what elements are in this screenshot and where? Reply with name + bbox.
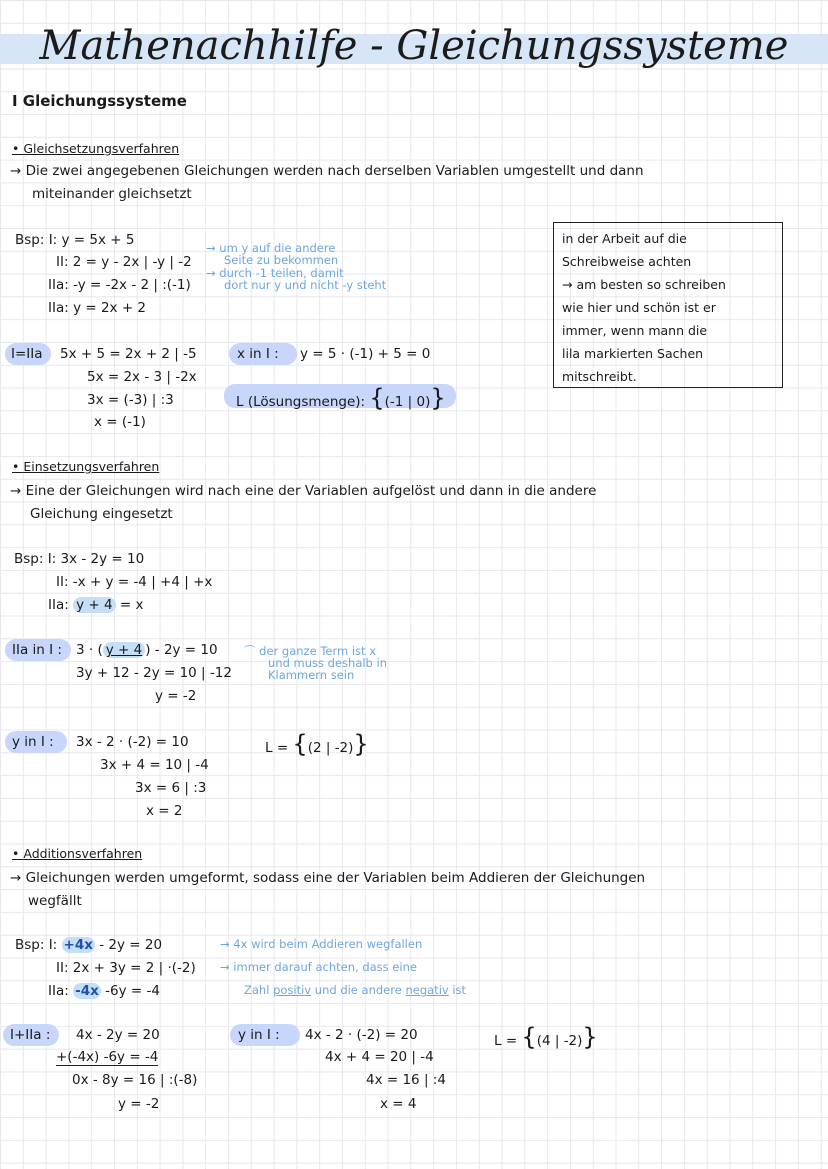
ad-note-2: → immer darauf achten, dass eine — [220, 960, 417, 974]
tip-line: mitschreibt. — [562, 369, 637, 384]
tip-line: Schreibweise achten — [562, 254, 692, 269]
gs-step-4: x = (-1) — [94, 414, 146, 430]
es-note-2: und muss deshalb in — [268, 656, 387, 670]
ad-note-1: → 4x wird beim Addieren wegfallen — [220, 937, 423, 951]
gs-note-1b: Seite zu bekommen — [224, 253, 339, 267]
tip-line: wie hier und schön ist er — [562, 300, 716, 315]
gs-pill-2-label: x in I : — [237, 346, 279, 362]
gleichsetzung-desc-line1: → Die zwei angegebenen Gleichungen werden nach derselben Variablen umgestellt und dann — [10, 163, 644, 179]
ad-pill-1-label: I+IIa : — [10, 1027, 51, 1043]
ad-equation-2: II: 2x + 3y = 2 | ·(-2) — [56, 960, 196, 976]
tip-box — [553, 222, 783, 388]
ad-step-3: 0x - 8y = 16 | :(-8) — [72, 1072, 198, 1088]
gs-substitution: y = 5 · (-1) + 5 = 0 — [300, 346, 431, 362]
ad-note-3: Zahl positiv und die andere negativ ist — [244, 983, 467, 997]
ad-equation-1: Bsp: I: +4x - 2y = 20 — [15, 937, 163, 953]
gs-step-3: 3x = (-3) | :3 — [87, 392, 174, 408]
ad-pill-2-label: y in I : — [238, 1027, 280, 1043]
einsetzung-desc-line2: Gleichung eingesetzt — [30, 506, 173, 522]
es-step-2: 3y + 12 - 2y = 10 | -12 — [76, 665, 232, 681]
es-equation-3: IIa: y + 4 = x — [48, 597, 144, 613]
tip-line: → am besten so schreiben — [562, 277, 726, 292]
ad-b-4: x = 4 — [380, 1096, 417, 1112]
gs-step-2: 5x = 2x - 3 | -2x — [87, 369, 197, 385]
es-t-3: 3x = 6 | :3 — [135, 780, 207, 796]
page-title: Mathenachhilfe - Gleichungssysteme — [39, 23, 789, 69]
tip-line: lila markierten Sachen — [562, 346, 704, 361]
ad-b-1: 4x - 2 · (-2) = 20 — [305, 1027, 418, 1043]
addition-desc-line1: → Gleichungen werden umgeformt, sodass eine der Variablen beim Addieren der Gleichungen — [10, 870, 646, 886]
section-heading: I Gleichungssysteme — [12, 92, 187, 110]
gs-equation-2: II: 2 = y - 2x | -y | -2 — [56, 254, 192, 270]
ad-solution: L = {(4 | -2)} — [494, 1023, 598, 1051]
gs-note-2b: dort nur y und nicht -y steht — [224, 278, 387, 292]
ad-step-2: +(-4x) -6y = -4 — [56, 1049, 159, 1065]
es-equation-1: Bsp: I: 3x - 2y = 10 — [14, 551, 145, 567]
es-step-3: y = -2 — [155, 688, 197, 704]
gs-step-1: 5x + 5 = 2x + 2 | -5 — [60, 346, 197, 362]
gleichsetzung-desc-line2: miteinander gleichsetzt — [32, 186, 192, 202]
es-t-4: x = 2 — [146, 803, 183, 819]
gs-equation-1: Bsp: I: y = 5x + 5 — [15, 232, 135, 248]
ad-step-1: 4x - 2y = 20 — [76, 1027, 160, 1043]
gs-equation-3: IIa: -y = -2x - 2 | :(-1) — [48, 277, 191, 293]
gs-note-2: → durch -1 teilen, damit — [206, 266, 344, 280]
tip-line: in der Arbeit auf die — [562, 231, 687, 246]
es-solution: L = {(2 | -2)} — [265, 730, 369, 758]
addition-desc-line2: wegfällt — [28, 893, 82, 909]
einsetzung-desc-line1: → Eine der Gleichungen wird nach eine der Variablen aufgelöst und dann in die andere — [10, 483, 597, 499]
ad-b-2: 4x + 4 = 20 | -4 — [325, 1049, 434, 1065]
es-pill-1-label: IIa in I : — [12, 642, 62, 658]
addition-heading: • Additionsverfahren — [12, 846, 143, 861]
ad-step-4: y = -2 — [118, 1096, 160, 1112]
tip-line: immer, wenn mann die — [562, 323, 708, 338]
gs-equation-4: IIa: y = 2x + 2 — [48, 300, 147, 316]
gs-pill-1-label: I=IIa — [11, 346, 43, 362]
ad-equation-3: IIa: -4x -6y = -4 — [48, 983, 160, 999]
es-t-1: 3x - 2 · (-2) = 10 — [76, 734, 189, 750]
es-t-2: 3x + 4 = 10 | -4 — [100, 757, 209, 773]
es-equation-2: II: -x + y = -4 | +4 | +x — [56, 574, 213, 590]
gs-note-1: → um y auf die andere — [206, 241, 336, 255]
es-pill-2-label: y in I : — [12, 734, 54, 750]
es-step-1: 3 · ( y + 4 ) - 2y = 10 — [76, 642, 218, 658]
gleichsetzung-heading: • Gleichsetzungsverfahren — [12, 141, 180, 156]
es-note-1: ⌒ der ganze Term ist x — [244, 644, 377, 658]
einsetzung-heading: • Einsetzungsverfahren — [12, 459, 160, 474]
gs-solution: L (Lösungsmenge): {(-1 | 0)} — [236, 384, 446, 412]
es-note-3: Klammern sein — [268, 668, 355, 682]
ad-b-3: 4x = 16 | :4 — [366, 1072, 446, 1088]
